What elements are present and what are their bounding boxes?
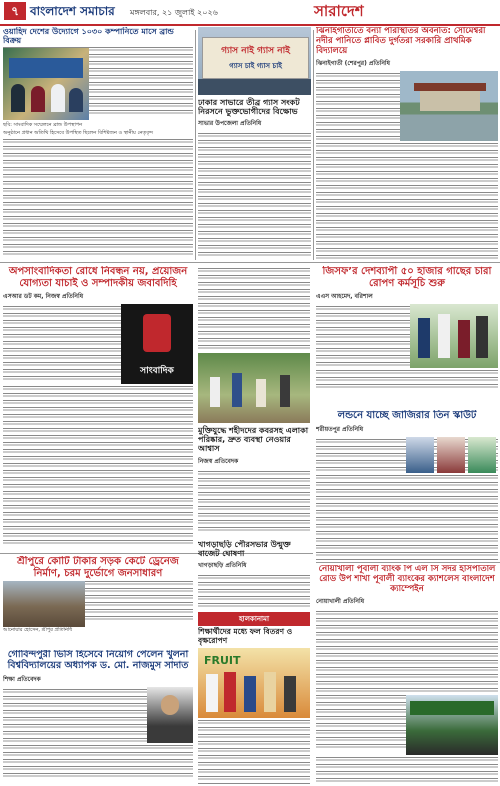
- page-number: ৭: [4, 2, 26, 20]
- article-gas: [198, 27, 311, 260]
- byline: এএস আহমেদ, বরিশাল: [316, 293, 373, 300]
- photo: [198, 353, 310, 423]
- photo-caption: ছবি: সাংবাদিক সম্মেলনে ব্রান্ড উপস্থাপন: [3, 122, 83, 129]
- byline: ঝিনাইগাতী (শেরপুর) প্রতিনিধি: [316, 60, 390, 68]
- byline: খাগড়াছড়ি প্রতিনিধি: [198, 562, 247, 570]
- photo: [3, 581, 85, 627]
- photo: [400, 71, 498, 141]
- headline: ঝিনাইগাতীতে বন্যা পরিস্থিতির অবনতি: সোমেশ্বরী নদীর পানিতে প্লাবিত দুর্গতরা সরকারি প্রাথমিক বিদ্যালয়ে: [316, 27, 486, 56]
- section-label: হালকানামা: [198, 612, 310, 626]
- avatar: [437, 437, 465, 473]
- photo: FRUIT: [198, 648, 310, 718]
- issue-date: মঙ্গলবার, ২১ জুলাই ২০২৬: [130, 8, 218, 17]
- section-title: সারাদেশ: [304, 0, 500, 22]
- byline: শরীয়তপুর প্রতিনিধি: [316, 425, 364, 433]
- headline: শ্রীপুরে কোটি টাকার সড়ক কেটে ড্রেনেজ নির্মাণ, চরম দুর্ভোগে জনসাধারণ: [17, 556, 179, 579]
- headline: ওয়াহিদ দেশের উদ্যোগে ১০৩০ কম্পানিতে মাসে ব্রান্ড বিক্রয়: [3, 27, 174, 46]
- headline: নোয়াখালী পূবালী ব্যাংক পি এল সি সদর হাসপাতাল রোড উপ শাখা পূবালী ব্যাংকের ক্যাশলেস বাংলাদেশ ক্যাম্পেইন: [318, 565, 496, 594]
- section-rule: [316, 562, 500, 563]
- byline: এসআর ডট কম, নিজস্ব প্রতিনিধি: [3, 293, 84, 300]
- section-rule: [0, 262, 500, 263]
- photo-caption: আনোয়ার হোসেন, শ্রীপুর প্রতিনিধি: [3, 627, 73, 633]
- scout-portraits: [406, 437, 498, 473]
- avatar: [468, 437, 496, 473]
- article-sreepur: [3, 556, 193, 646]
- byline: নোয়াখালী প্রতিনিধি: [316, 598, 365, 606]
- protest-banner: গ্যাস নাই গ্যাস নাই গ্যাস চাই গ্যাস চাই: [202, 37, 309, 79]
- headline: শিক্ষার্থীদের মধ্যে ফল বিতরণ ও বৃক্ষরোপণ: [198, 627, 293, 645]
- article-waheed: [3, 27, 193, 260]
- article-journalist: [3, 266, 193, 551]
- headline: লন্ডনে যাচ্ছে জাজিরার তিন স্কাউট: [337, 410, 477, 421]
- article-bank: [316, 565, 498, 784]
- page-header: [0, 0, 500, 26]
- photo: [198, 27, 311, 95]
- byline: শিক্ষা প্রতিবেদক: [3, 675, 41, 683]
- article-gobipur: [3, 650, 193, 784]
- byline: নিজস্ব প্রতিবেদক: [198, 457, 239, 465]
- article-scouts: [316, 410, 498, 560]
- journalist-graphic: সাংবাদিক: [121, 304, 193, 384]
- article-cleanup: [198, 266, 310, 538]
- column-rule: [313, 30, 314, 260]
- byline: সাভার উপজেলা প্রতিনিধি: [198, 120, 262, 128]
- headline: অপসাংবাদিকতা রোধে নিবন্ধন নয়, প্রয়োজন যোগ্যতা যাচাই ও সম্পাদকীয় জবাবদিহি: [8, 266, 188, 289]
- article-trees: [316, 266, 498, 406]
- avatar: [406, 437, 434, 473]
- headline: ঢাকার সাভারে তীব্র গ্যাস সংকট নিরসনে ভুক্তভোগীদের বিক্ষোভ: [198, 98, 300, 117]
- photo: [410, 304, 498, 368]
- headline: মুক্তিযুদ্ধে শহীদদের কবরসহ এলাকা পরিষ্কার, দ্রুত ব্যবস্থা নেওয়ার আশ্বাস: [198, 426, 309, 454]
- masthead: বাংলাদেশ সমাচার: [30, 4, 115, 18]
- portrait: [147, 687, 193, 743]
- body-lead: অনুষ্ঠানে প্রধান অতিথি হিসেবে উপস্থিত ছিলেন বিশিষ্টজন ও স্থানীয় নেতৃবৃন্দ: [3, 130, 154, 137]
- column-rule: [195, 30, 196, 260]
- article-flood: [316, 27, 498, 260]
- headline: গোবিন্দপুরী ভিসি হিসেবে নিয়োগ পেলেন খুলনা বিশ্ববিদ্যালয়ের অধ্যাপক ড. মো. নাজমুস সাদাত: [7, 650, 189, 671]
- photo: [406, 695, 498, 755]
- headline: খাগড়াছড়ি পৌরসভার উন্মুক্ত বাজেট ঘোষণা: [198, 540, 291, 559]
- article-ceremony: [198, 540, 310, 610]
- headline: জিসফ’র দেশব্যাপী ৫০ হাজার গাছের চারা রোপণ কর্মসূচি শুরু: [322, 266, 492, 289]
- photo: [3, 48, 89, 120]
- article-fruit: [198, 612, 310, 784]
